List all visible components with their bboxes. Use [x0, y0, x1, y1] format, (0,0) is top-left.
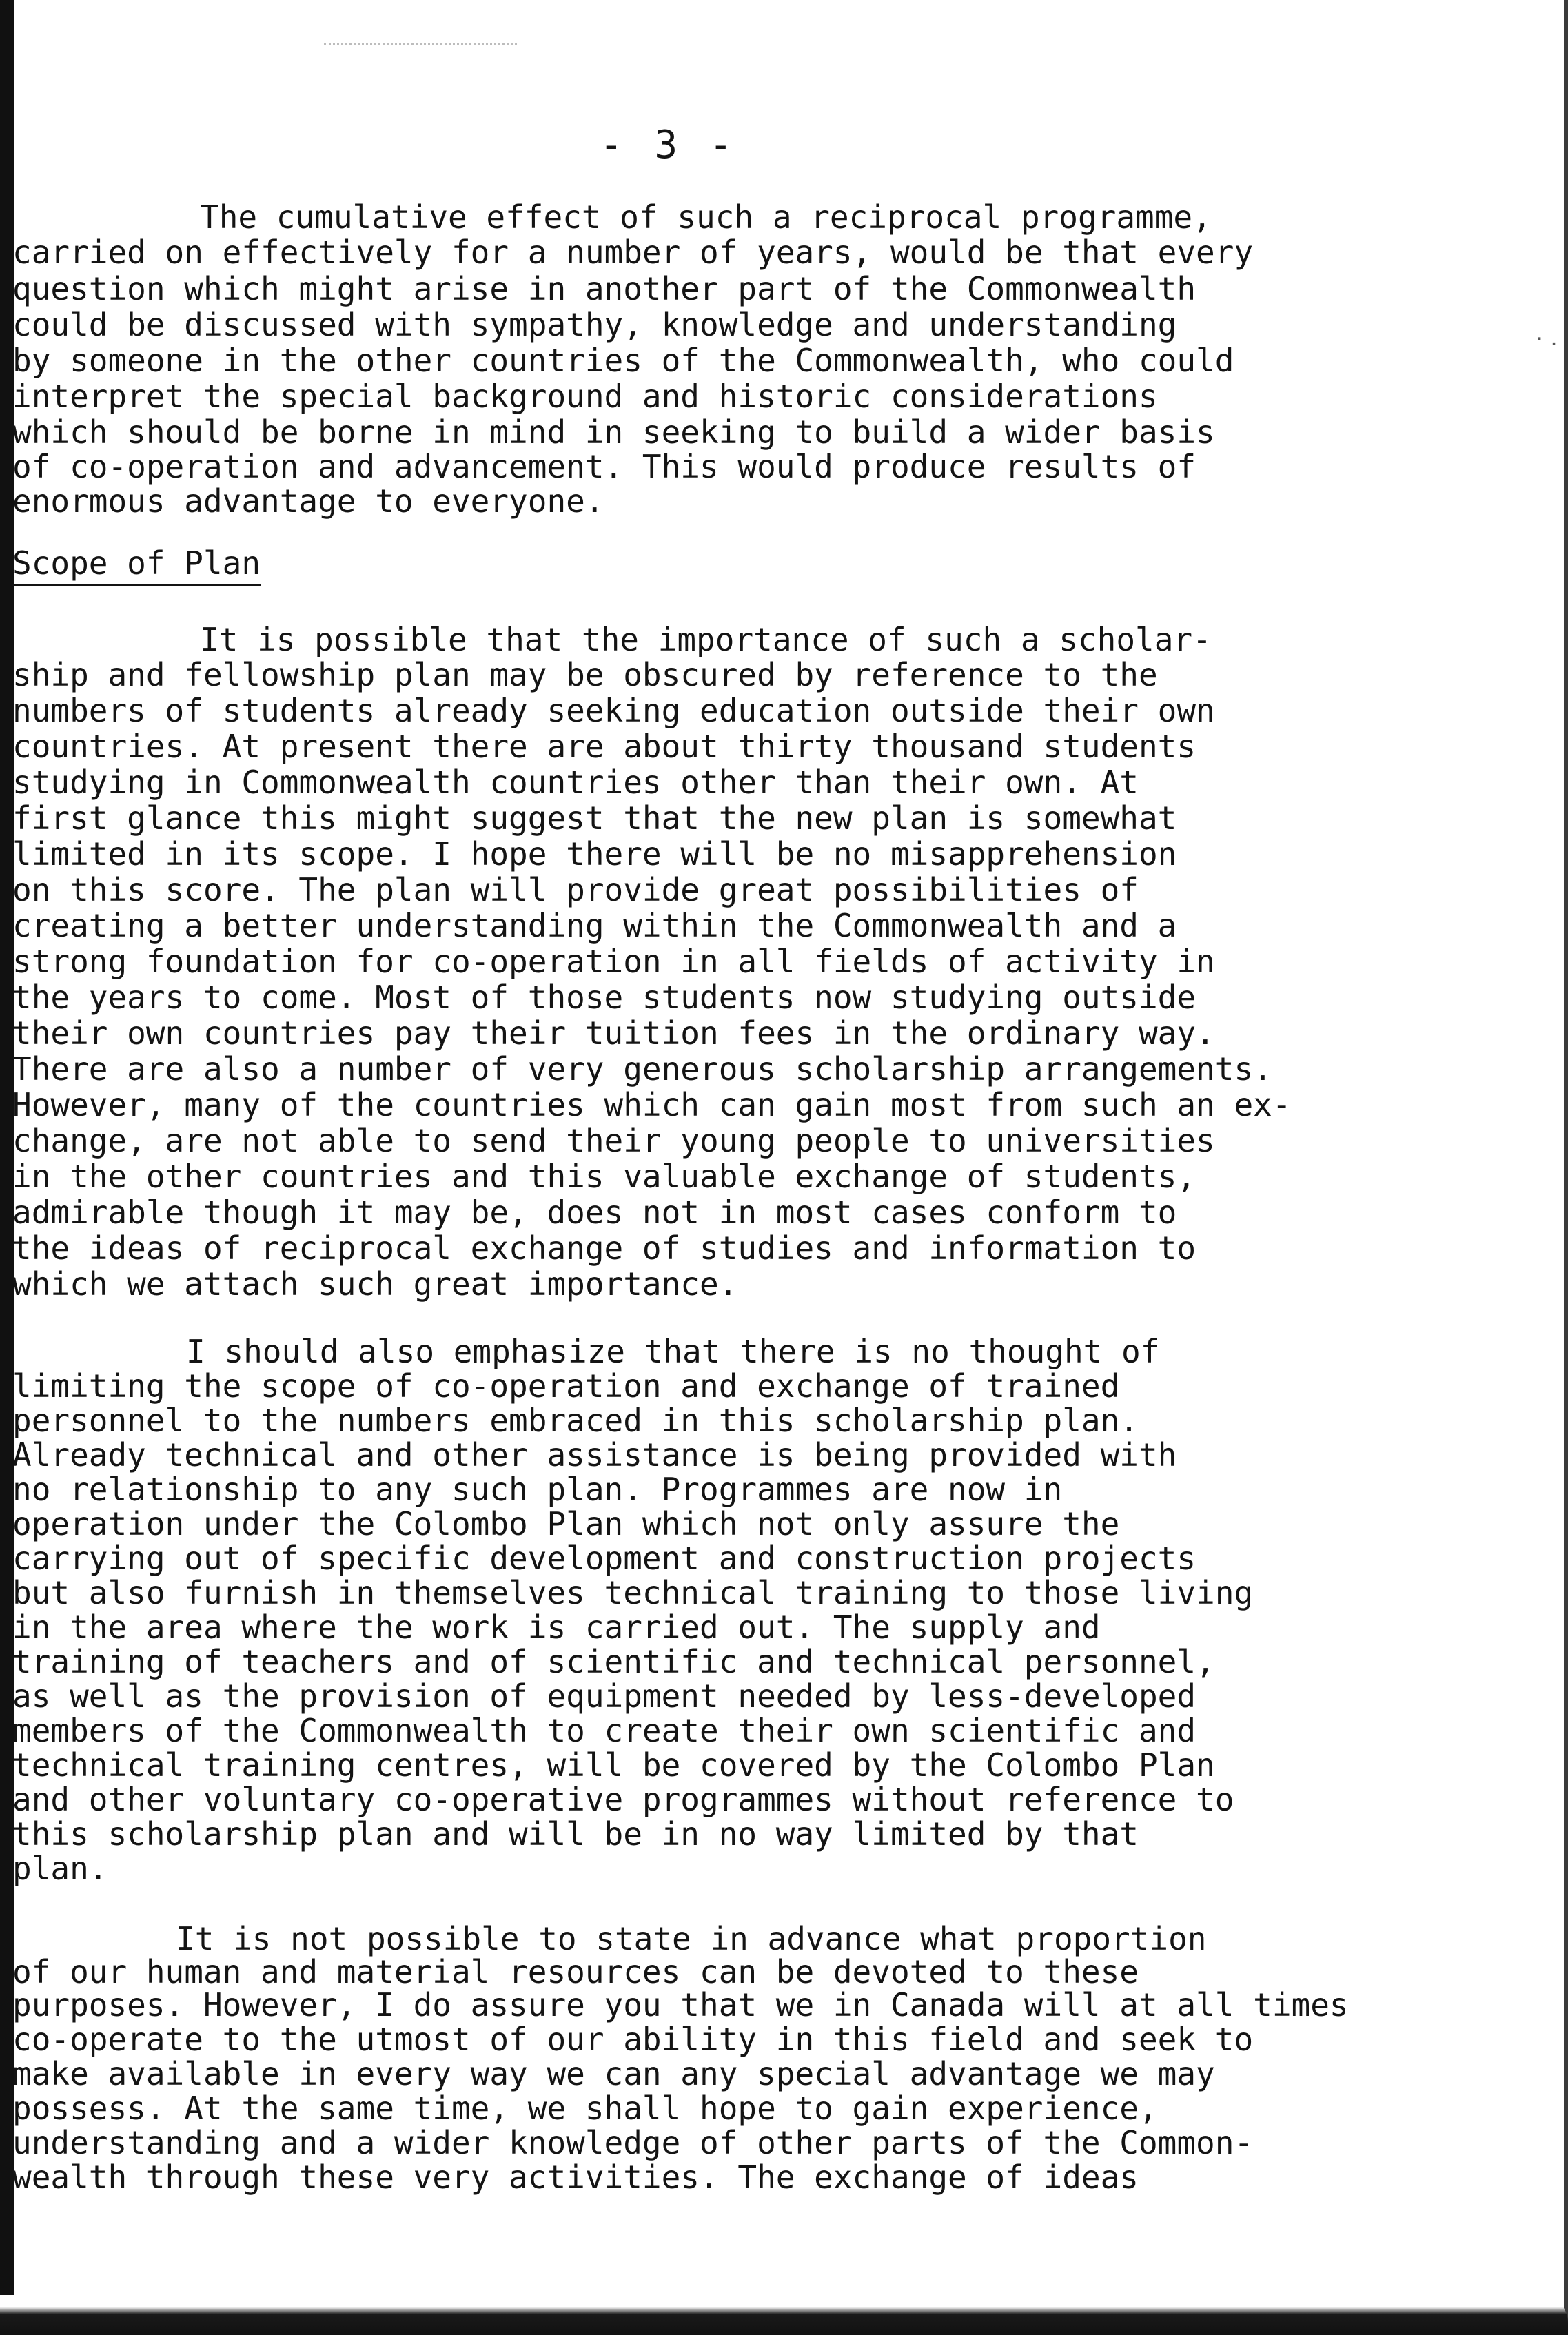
- p2-line-3: numbers of students already seeking education outside their own: [12, 692, 1215, 729]
- p1-line-8: of co-operation and advancement. This would produce results of: [12, 448, 1197, 485]
- section-heading: Scope of Plan: [12, 544, 261, 582]
- p1-line-7: which should be borne in mind in seeking to build a wider basis: [12, 414, 1215, 451]
- p1-line-3: question which might arise in another part of the Commonwealth: [12, 270, 1197, 307]
- p1-line-9: enormous advantage to everyone.: [12, 482, 604, 520]
- p2-line-14: However, many of the countries which can gain most from such an ex-: [12, 1086, 1292, 1123]
- p3-line-10: training of teachers and of scientific and technical personnel,: [12, 1643, 1215, 1680]
- p1-line-2: carried on effectively for a number of years, would be that every: [12, 234, 1254, 271]
- p3-line-12: members of the Commonwealth to create their own scientific and: [12, 1712, 1197, 1749]
- scan-left-border: [0, 0, 14, 2335]
- p2-line-13: There are also a number of very generous scholarship arrangements.: [12, 1050, 1272, 1088]
- p4-line-7: understanding and a wider knowledge of other parts of the Common-: [12, 2124, 1254, 2161]
- p2-line-15: change, are not able to send their young people to universities: [12, 1122, 1215, 1159]
- p4-line-8: wealth through these very activities. The exchange of ideas: [12, 2159, 1139, 2196]
- p2-line-2: ship and fellowship plan may be obscured by reference to the: [12, 656, 1158, 693]
- p1-line-5: by someone in the other countries of the Commonwealth, who could: [12, 342, 1234, 379]
- p2-line-18: the ideas of reciprocal exchange of studies and information to: [12, 1230, 1197, 1267]
- p3-line-11: as well as the provision of equipment needed by less-developed: [12, 1678, 1197, 1715]
- scan-right-marks: ·.: [1534, 327, 1562, 350]
- p3-line-2: limiting the scope of co-operation and exchange of trained: [12, 1367, 1120, 1405]
- p2-line-1: It is possible that the importance of such a scholar-: [200, 621, 1212, 658]
- p2-line-5: studying in Commonwealth countries other than their own. At: [12, 764, 1139, 801]
- p4-line-4: co-operate to the utmost of our ability in this field and seek to: [12, 2021, 1254, 2058]
- p3-line-1: I should also emphasize that there is no thought of: [186, 1333, 1160, 1370]
- p4-line-2: of our human and material resources can be devoted to these: [12, 1953, 1139, 1990]
- p3-line-5: no relationship to any such plan. Programmes are now in: [12, 1471, 1063, 1508]
- p1-line-4: could be discussed with sympathy, knowledge and understanding: [12, 306, 1177, 343]
- p2-line-19: which we attach such great importance.: [12, 1265, 738, 1303]
- p4-line-6: possess. At the same time, we shall hope to gain experience,: [12, 2090, 1158, 2127]
- p3-line-13: technical training centres, will be covered by the Colombo Plan: [12, 1746, 1215, 1784]
- scan-right-border: [1564, 0, 1568, 2335]
- p3-line-8: but also furnish in themselves technical training to those living: [12, 1574, 1254, 1611]
- p2-line-7: limited in its scope. I hope there will be no misapprehension: [12, 835, 1177, 873]
- p3-line-7: carrying out of specific development and construction projects: [12, 1540, 1197, 1577]
- p1-line-6: interpret the special background and historic considerations: [12, 378, 1158, 415]
- scan-bottom-border: [0, 2295, 1568, 2335]
- p3-line-15: this scholarship plan and will be in no way limited by that: [12, 1815, 1139, 1853]
- p2-line-12: their own countries pay their tuition fees in the ordinary way.: [12, 1014, 1215, 1052]
- p2-line-11: the years to come. Most of those students now studying outside: [12, 979, 1197, 1016]
- p3-line-6: operation under the Colombo Plan which not only assure the: [12, 1505, 1120, 1542]
- p2-line-16: in the other countries and this valuable exchange of students,: [12, 1158, 1197, 1195]
- p3-line-9: in the area where the work is carried out. The supply and: [12, 1609, 1101, 1646]
- p2-line-10: strong foundation for co-operation in all fields of activity in: [12, 943, 1215, 980]
- p2-line-8: on this score. The plan will provide great possibilities of: [12, 871, 1139, 908]
- page-number: - 3 -: [600, 123, 737, 167]
- p3-line-3: personnel to the numbers embraced in this scholarship plan.: [12, 1402, 1139, 1439]
- p1-line-1: The cumulative effect of such a reciprocal programme,: [200, 198, 1212, 236]
- scan-top-specks: [324, 43, 517, 50]
- p3-line-4: Already technical and other assistance is being provided with: [12, 1436, 1177, 1474]
- p3-line-14: and other voluntary co-operative programmes without reference to: [12, 1781, 1234, 1818]
- p4-line-1: It is not possible to state in advance what proportion: [176, 1920, 1207, 1957]
- p3-line-16: plan.: [12, 1850, 108, 1887]
- p4-line-5: make available in every way we can any special advantage we may: [12, 2055, 1215, 2092]
- p2-line-6: first glance this might suggest that the new plan is somewhat: [12, 799, 1177, 837]
- p2-line-4: countries. At present there are about thirty thousand students: [12, 728, 1197, 765]
- p4-line-3: purposes. However, I do assure you that we in Canada will at all times: [12, 1986, 1349, 2023]
- p2-line-17: admirable though it may be, does not in most cases conform to: [12, 1194, 1177, 1231]
- p2-line-9: creating a better understanding within the Commonwealth and a: [12, 907, 1177, 944]
